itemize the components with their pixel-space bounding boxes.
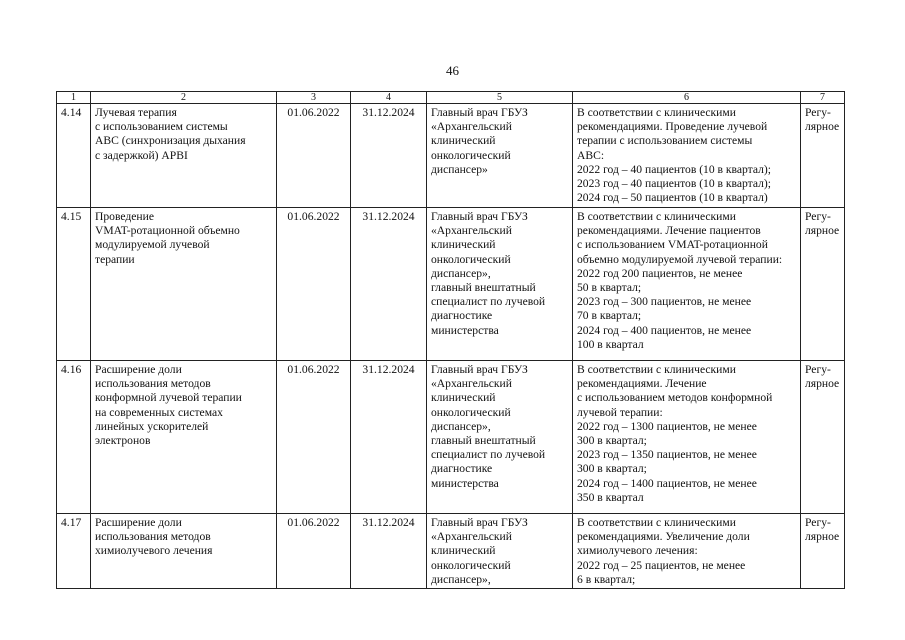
responsible-person-line: диагностике [431, 462, 493, 476]
measures-table [56, 91, 845, 589]
measure-name-line: электронов [95, 434, 151, 448]
expected-result-line: 2023 год – 1350 пациентов, не менее [577, 448, 757, 462]
column-number: 6 [573, 92, 801, 104]
measure-name-line: модулируемой лучевой [95, 238, 210, 252]
responsible-person-line: Главный врач ГБУЗ [431, 210, 528, 223]
expected-result-line: 100 в квартал [577, 337, 644, 351]
measure-name-line: VMAT-ротационной объемно [95, 224, 240, 238]
measure-type-line: лярное [805, 530, 840, 544]
responsible-person-line: клинический [431, 391, 496, 405]
responsible-person [427, 104, 573, 208]
column-number: 7 [801, 92, 845, 104]
page-number: 46 [446, 63, 459, 78]
measure-name-line: Расширение доли [95, 363, 182, 376]
expected-result-line: объемно модулируемой лучевой терапии: [577, 252, 783, 266]
expected-result-line: В соответствии с клиническими [577, 210, 736, 223]
expected-result-line: В соответствии с клиническими [577, 516, 736, 529]
measure-name-line: с использованием системы [95, 120, 228, 134]
responsible-person-line: главный внештатный [431, 281, 536, 295]
measure-name-line: с задержкой) АРВI [95, 148, 188, 162]
expected-result [573, 361, 801, 514]
expected-result-line: рекомендациями. Проведение лучевой [577, 120, 768, 134]
responsible-person-line: онкологический [431, 558, 511, 572]
item-number: 4.15 [57, 208, 91, 361]
responsible-person-line: «Архангельский [431, 530, 512, 544]
measure-type-line: Регу- [805, 210, 831, 223]
measure-name [91, 208, 277, 361]
column-number: 4 [351, 92, 427, 104]
measure-name [91, 514, 277, 589]
expected-result-line: 2022 год – 1300 пациентов, не менее [577, 419, 757, 433]
expected-result-line: с использованием методов конформной [577, 391, 773, 405]
responsible-person-line: диспансер» [431, 162, 488, 176]
expected-result-line: терапии с использованием системы [577, 134, 753, 148]
column-number: 3 [277, 92, 351, 104]
expected-result-line: лучевой терапии: [577, 405, 663, 419]
responsible-person-line: главный внештатный [431, 434, 536, 448]
responsible-person-line: клинический [431, 238, 496, 252]
responsible-person-line: министерства [431, 476, 499, 490]
measure-type-line: Регу- [805, 106, 831, 119]
start-date: 01.06.2022 [277, 361, 351, 514]
table-row [57, 361, 845, 514]
column-number: 5 [427, 92, 573, 104]
responsible-person-line: онкологический [431, 405, 511, 419]
measure-type-line: Регу- [805, 516, 831, 529]
responsible-person [427, 361, 573, 514]
responsible-person-line: онкологический [431, 252, 511, 266]
expected-result-line: 2022 год – 25 пациентов, не менее [577, 558, 746, 572]
responsible-person-line: Главный врач ГБУЗ [431, 516, 528, 529]
responsible-person [427, 514, 573, 589]
expected-result-line: 2022 год 200 пациентов, не менее [577, 266, 743, 280]
item-number: 4.16 [57, 361, 91, 514]
measure-name-line: на современных системах [95, 405, 223, 419]
expected-result-line: 50 в квартал; [577, 281, 642, 295]
measure-type [801, 361, 845, 514]
responsible-person-line: диспансер», [431, 419, 491, 433]
table-row [57, 104, 845, 208]
measure-name [91, 361, 277, 514]
expected-result-line: 2023 год – 40 пациентов (10 в квартал); [577, 177, 771, 191]
expected-result-line: В соответствии с клиническими [577, 363, 736, 376]
responsible-person-line: «Архангельский [431, 377, 512, 391]
responsible-person-line: министерства [431, 323, 499, 337]
measure-type [801, 514, 845, 589]
responsible-person-line: диагностике [431, 309, 493, 323]
measure-type-line: Регу- [805, 363, 831, 376]
measure-type-line: лярное [805, 224, 840, 238]
expected-result-line: рекомендациями. Увеличение доли [577, 530, 750, 544]
table-row [57, 208, 845, 361]
expected-result-line: В соответствии с клиническими [577, 106, 736, 119]
measure-name-line: использования методов [95, 530, 211, 544]
expected-result-line: 2022 год – 40 пациентов (10 в квартал); [577, 162, 771, 176]
column-number-row [57, 92, 845, 104]
expected-result-line: 300 в квартал; [577, 462, 647, 476]
measure-name-line: Проведение [95, 210, 154, 223]
expected-result-line: 2024 год – 1400 пациентов, не менее [577, 476, 757, 490]
expected-result-line: рекомендациями. Лечение [577, 377, 707, 391]
column-number: 2 [91, 92, 277, 104]
expected-result [573, 104, 801, 208]
measure-name-line: использования методов [95, 377, 211, 391]
expected-result-line: 300 в квартал; [577, 434, 647, 448]
start-date: 01.06.2022 [277, 208, 351, 361]
table-row [57, 514, 845, 589]
measure-name-line: конформной лучевой терапии [95, 391, 242, 405]
responsible-person-line: Главный врач ГБУЗ [431, 106, 528, 119]
responsible-person-line: специалист по лучевой [431, 448, 546, 462]
end-date: 31.12.2024 [351, 361, 427, 514]
measure-name-line: линейных ускорителей [95, 419, 209, 433]
item-number: 4.17 [57, 514, 91, 589]
expected-result-line: ABC: [577, 148, 605, 162]
responsible-person-line: диспансер», [431, 572, 491, 586]
end-date: 31.12.2024 [351, 514, 427, 589]
measure-name-line: Лучевая терапия [95, 106, 177, 119]
responsible-person-line: «Архангельский [431, 120, 512, 134]
measure-name-line: ABC (синхронизация дыхания [95, 134, 246, 148]
expected-result [573, 208, 801, 361]
measure-name-line: химиолучевого лечения [95, 544, 213, 558]
responsible-person-line: онкологический [431, 148, 511, 162]
start-date: 01.06.2022 [277, 104, 351, 208]
end-date: 31.12.2024 [351, 104, 427, 208]
expected-result-line: 2024 год – 50 пациентов (10 в квартал) [577, 191, 768, 205]
responsible-person-line: Главный врач ГБУЗ [431, 363, 528, 376]
responsible-person-line: «Архангельский [431, 224, 512, 238]
responsible-person-line: специалист по лучевой [431, 295, 546, 309]
end-date: 31.12.2024 [351, 208, 427, 361]
expected-result-line: с использованием VMAT-ротационной [577, 238, 768, 252]
expected-result-line: 6 в квартал; [577, 572, 636, 586]
responsible-person [427, 208, 573, 361]
measure-type-line: лярное [805, 120, 840, 134]
responsible-person-line: клинический [431, 544, 496, 558]
measure-name-line: терапии [95, 252, 135, 266]
column-number: 1 [57, 92, 91, 104]
expected-result-line: химиолучевого лечения: [577, 544, 698, 558]
responsible-person-line: клинический [431, 134, 496, 148]
expected-result-line: 2024 год – 400 пациентов, не менее [577, 323, 752, 337]
expected-result-line: 350 в квартал [577, 490, 644, 504]
item-number: 4.14 [57, 104, 91, 208]
measure-type [801, 208, 845, 361]
expected-result-line: 2023 год – 300 пациентов, не менее [577, 295, 752, 309]
measure-type [801, 104, 845, 208]
measure-name-line: Расширение доли [95, 516, 182, 529]
measure-name [91, 104, 277, 208]
expected-result-line: рекомендациями. Лечение пациентов [577, 224, 761, 238]
expected-result-line: 70 в квартал; [577, 309, 642, 323]
measure-type-line: лярное [805, 377, 840, 391]
expected-result [573, 514, 801, 589]
responsible-person-line: диспансер», [431, 266, 491, 280]
start-date: 01.06.2022 [277, 514, 351, 589]
